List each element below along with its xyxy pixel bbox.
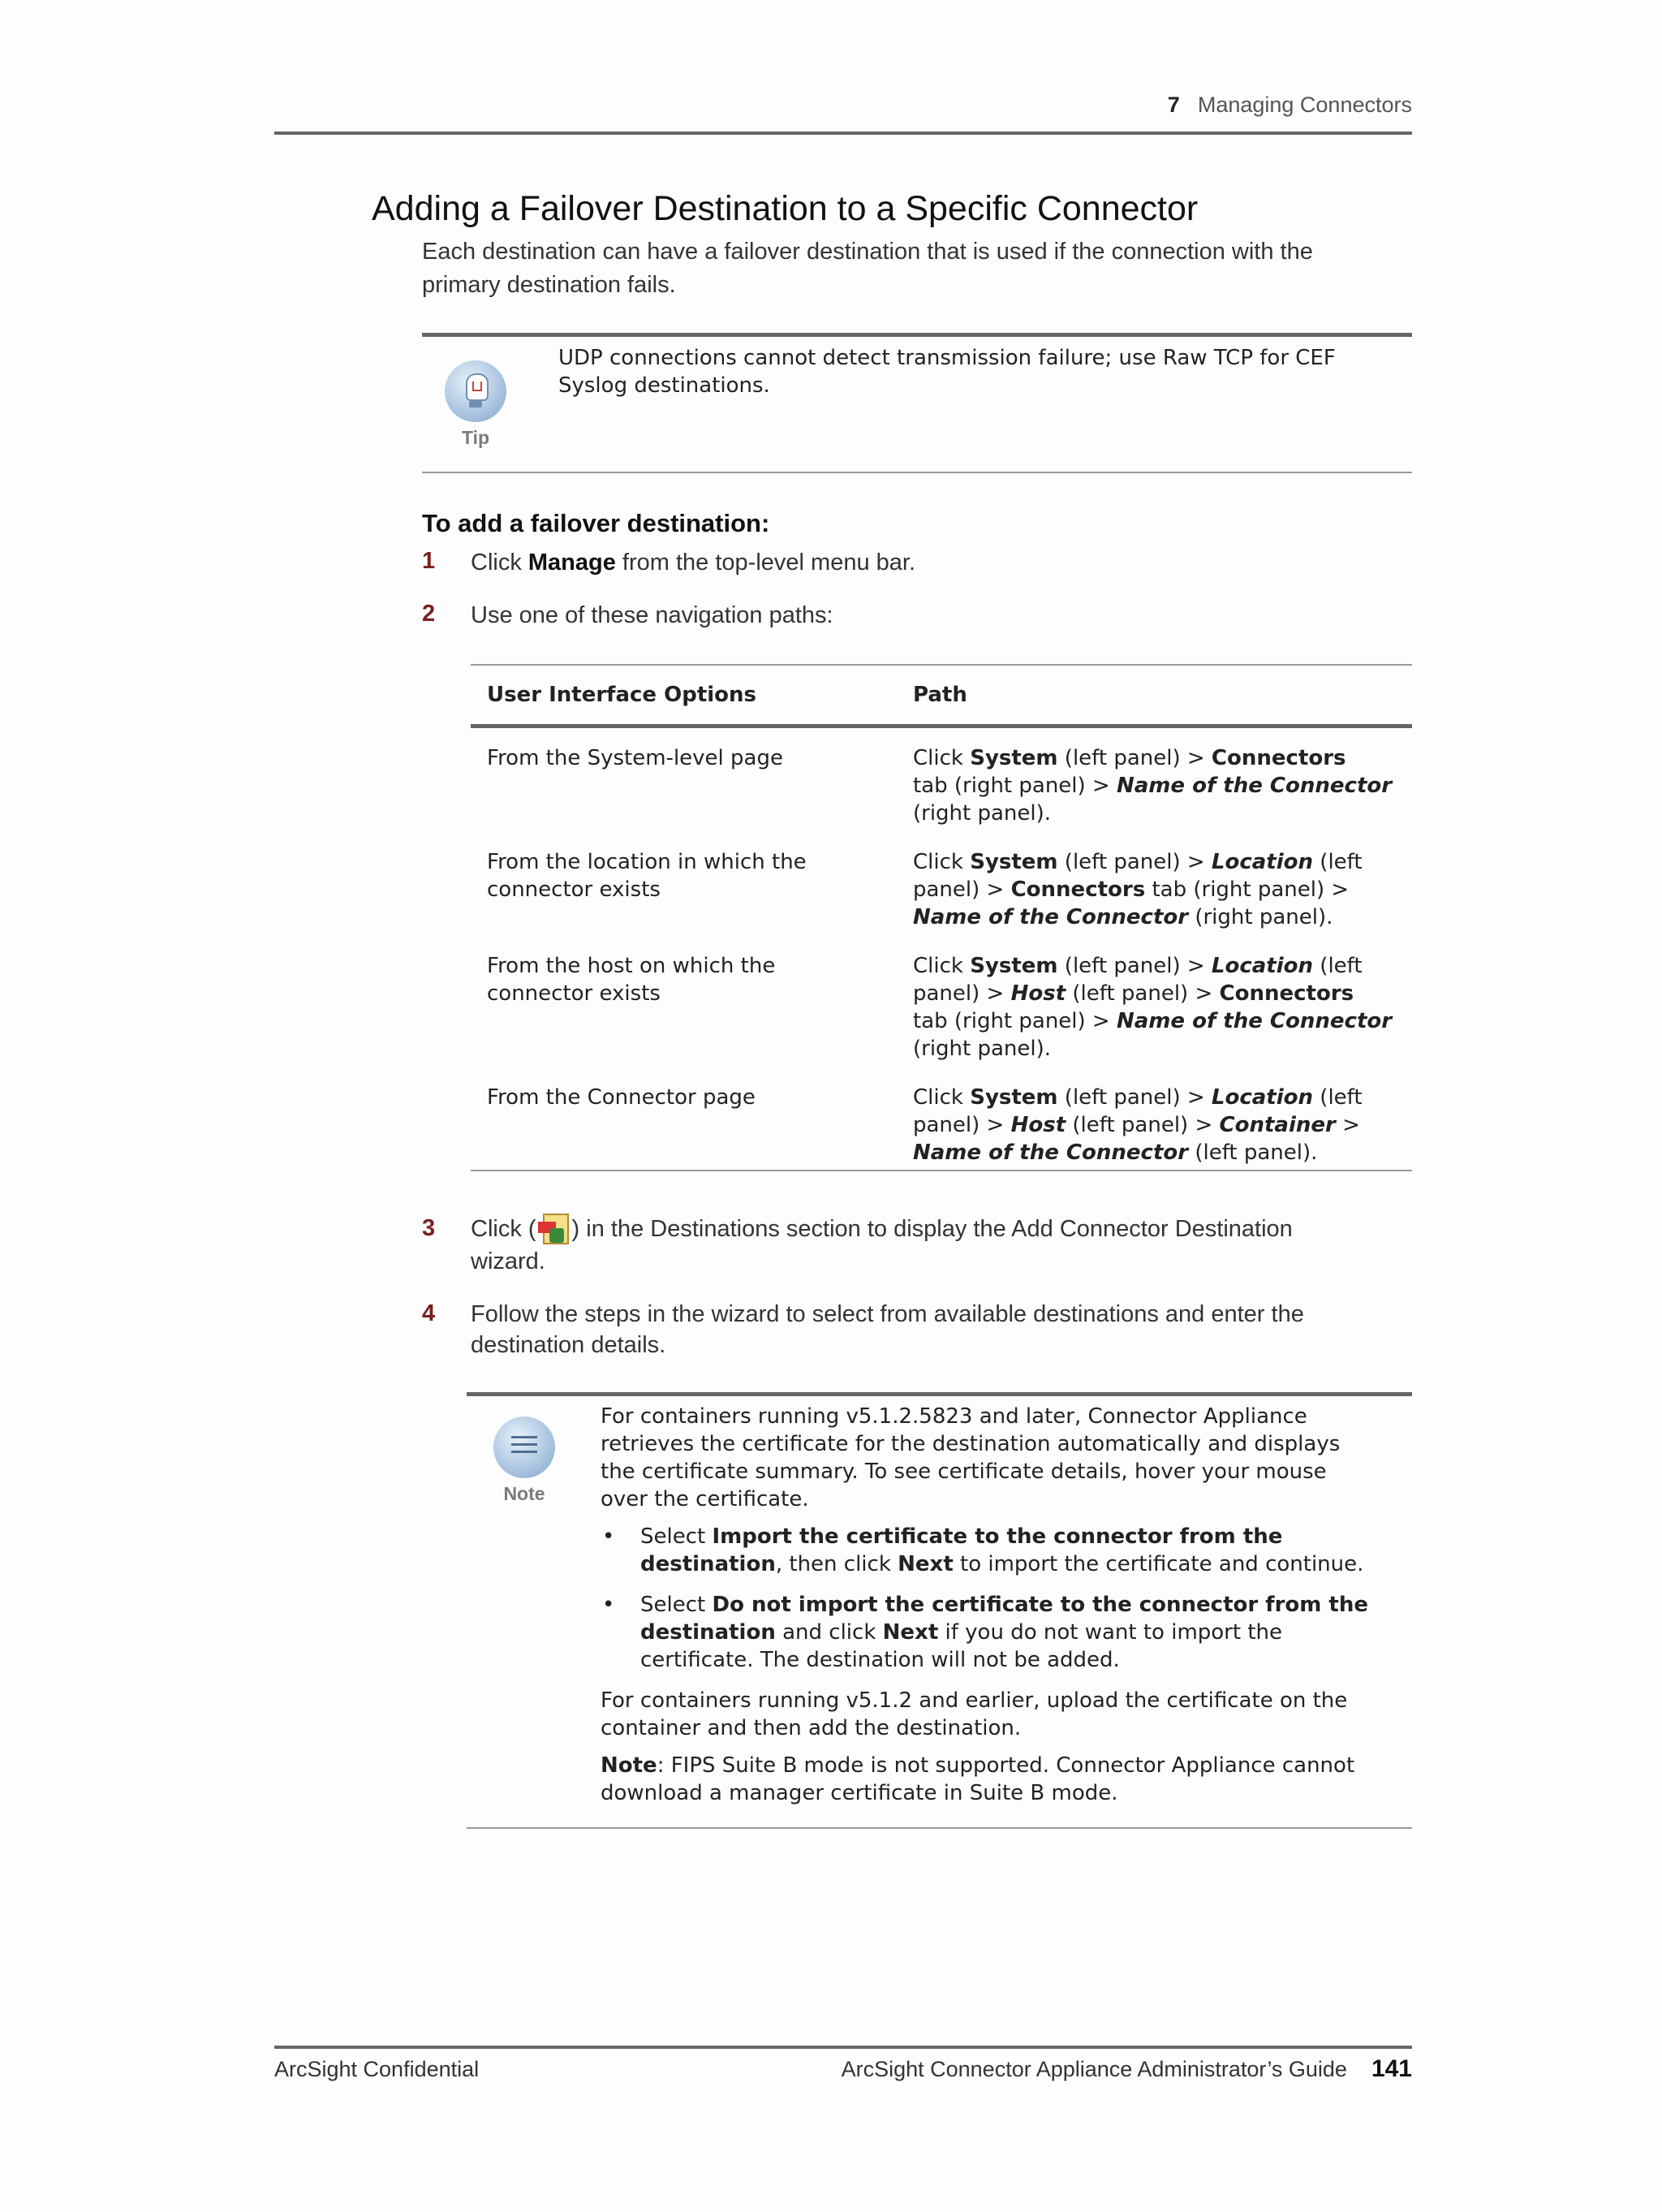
step-1-text: Click Manage from the top-level menu bar. [471, 550, 916, 576]
note-paragraph-2: For containers running v5.1.2 and earlier, upload the certificate on the container and then add the destination. [601, 1688, 1348, 1740]
step-1-number: 1 [422, 548, 436, 574]
path-cell: Click System (left panel) > Location (left panel) > Host (left panel) > Container > Name of the Connector (left panel). [913, 1085, 1363, 1165]
intro-line-2: primary destination fails. [422, 272, 676, 298]
section-intro [422, 235, 1420, 302]
path-cell: Click System (left panel) > Location (left panel) > Host (left panel) > Connectors tab (right panel) > Name of the Connector (right panel). [913, 954, 1393, 1061]
table-row [487, 931, 1412, 1063]
lightbulb-icon [445, 360, 506, 422]
note-text [601, 1403, 1420, 1817]
list-item: • Select Import the certificate to the connector from the destination, then click Next to import the certificate and continue. [602, 1524, 1364, 1576]
page-footer [274, 2046, 1412, 2082]
option-cell: From the System-level page [487, 746, 783, 770]
note-paragraph-1: For containers running v5.1.2.5823 and later, Connector Appliance retrieves the certificate for the destination automatically and displays the certificate summary. To see certificate details, hover your mouse over the certificate. [601, 1404, 1341, 1511]
tip-label: Tip [461, 427, 490, 448]
step-4-text: Follow the steps in the wizard to select from available destinations and enter the destination details. [471, 1301, 1304, 1358]
chapter-heading [1168, 93, 1412, 118]
column-header-path: Path [913, 683, 967, 707]
option-cell: From the location in which the connector exists [487, 850, 807, 902]
table-row [487, 1063, 1412, 1178]
tip-line-1: UDP connections cannot detect transmission failure; use Raw TCP for CEF [558, 346, 1336, 370]
table-row [487, 827, 1412, 931]
list-item: • Select Do not import the certificate to the connector from the destination and click Next if you do not want to import the certificate. The destination will not be added. [602, 1593, 1368, 1672]
note-icon-box [485, 1416, 563, 1505]
tip-icon-box [437, 360, 515, 449]
footer-guide-title: ArcSight Connector Appliance Administrator’s Guide 141 [841, 2055, 1412, 2082]
note-bottom-rule [467, 1827, 1412, 1829]
table-bottom-rule [471, 1170, 1412, 1171]
note-top-rule [467, 1392, 1412, 1396]
procedure-heading: To add a failover destination: [422, 509, 770, 537]
option-cell: From the host on which the connector exists [487, 954, 776, 1006]
path-cell: Click System (left panel) > Connectors tab (right panel) > Name of the Connector (right panel). [913, 746, 1393, 826]
note-bullet-list [601, 1523, 1420, 1674]
page-number: 141 [1371, 2055, 1412, 2082]
manage-menu-label: Manage [527, 550, 616, 576]
step-4-number: 4 [422, 1300, 436, 1326]
note-icon [493, 1416, 555, 1478]
table-header-row [487, 666, 1412, 724]
section-title: Adding a Failover Destination to a Specific Connector [372, 189, 1199, 228]
add-destination-icon[interactable] [538, 1212, 571, 1244]
step-2-number: 2 [422, 601, 436, 627]
page-header [274, 91, 1412, 135]
step-2-text: Use one of these navigation paths: [471, 602, 833, 628]
table-row [487, 728, 1412, 827]
chapter-number: 7 [1167, 93, 1180, 117]
step-3-number: 3 [422, 1215, 436, 1241]
tip-top-rule [422, 333, 1412, 337]
navigation-paths-table [487, 666, 1412, 1178]
column-header-options: User Interface Options [487, 683, 757, 707]
note-paragraph-3: Note: FIPS Suite B mode is not supported. Connector Appliance cannot download a manager certificate in Suite B mode. [601, 1753, 1355, 1805]
tip-bottom-rule [422, 472, 1412, 473]
intro-line-1: Each destination can have a failover destination that is used if the connection with the [422, 239, 1313, 265]
note-label: Note [503, 1483, 545, 1504]
option-cell: From the Connector page [487, 1085, 756, 1110]
path-cell: Click System (left panel) > Location (left panel) > Connectors tab (right panel) > Name of the Connector (right panel). [913, 850, 1363, 929]
tip-text [558, 344, 1336, 399]
step-3-text: Click ( ) in the Destinations section to display the Add Connector Destination wizard. [471, 1212, 1412, 1278]
footer-confidential: ArcSight Confidential [274, 2057, 480, 2081]
chapter-title: Managing Connectors [1197, 93, 1412, 117]
tip-line-2: Syslog destinations. [558, 373, 770, 398]
